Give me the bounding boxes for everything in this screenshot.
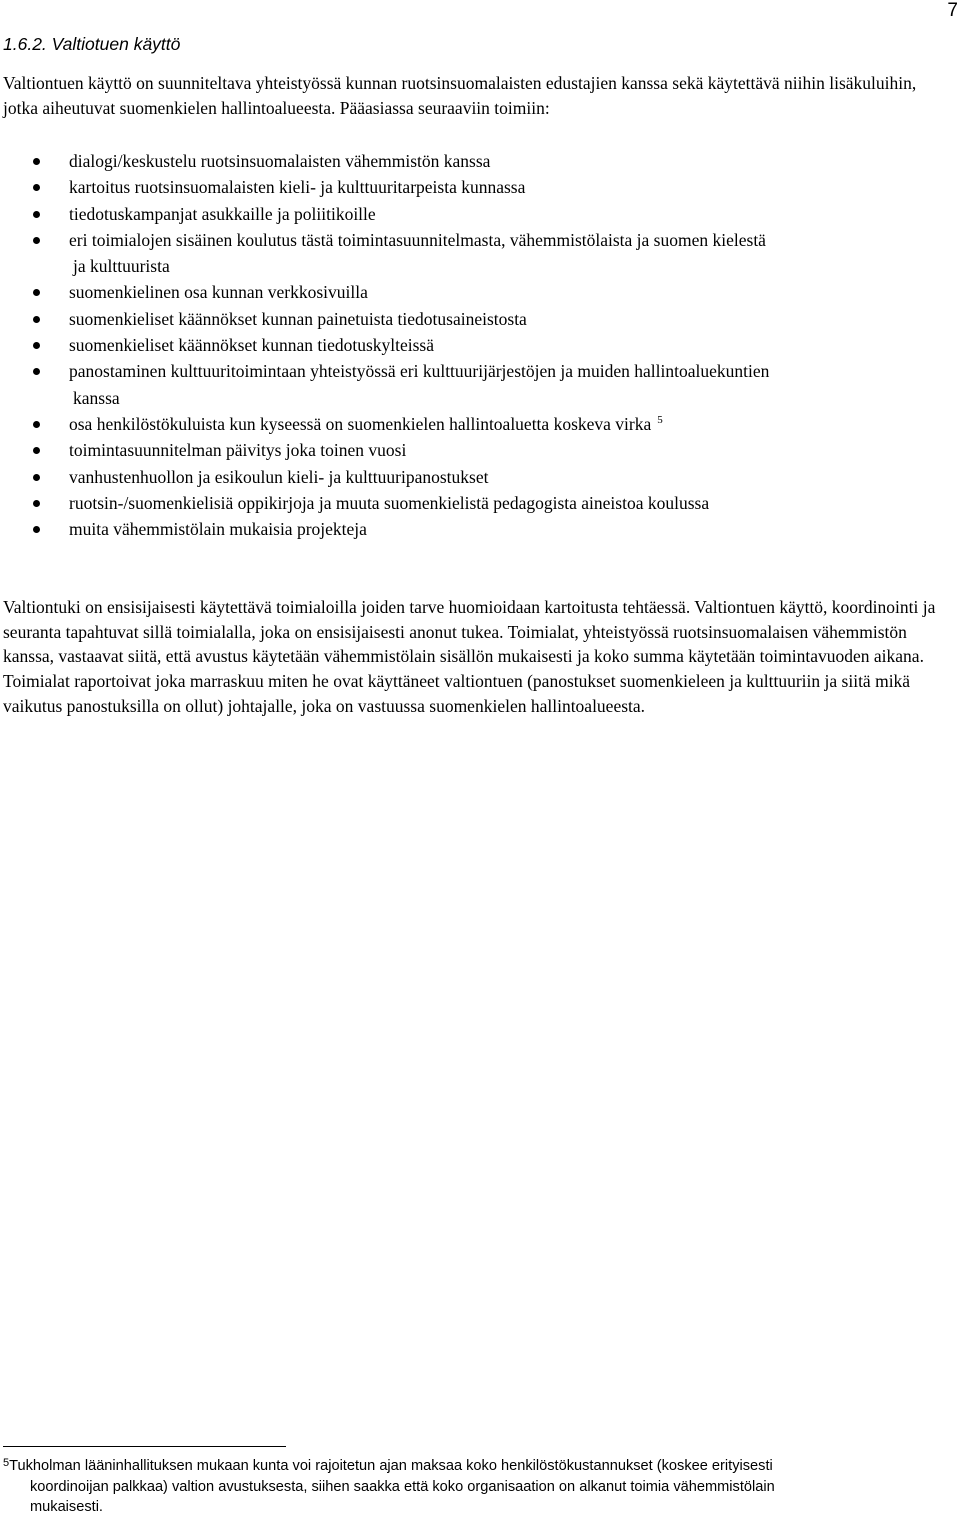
- bullet-icon: [33, 237, 40, 244]
- list-item-text: dialogi/keskustelu ruotsinsuomalaisten vähemmistön kanssa: [69, 151, 491, 171]
- intro-paragraph: Valtiontuen käyttö on suunniteltava yhteistyössä kunnan ruotsinsuomalaisten edustajien kanssa sekä käytettävä niihin lisäkuluihin, jotka aiheutuvat suomenkielen hallintoalueesta. Pääasiassa seuraaviin toimiin:: [3, 73, 917, 118]
- list-item-text: vanhustenhuollon ja esikoulun kieli- ja kulttuuripanostukset: [69, 466, 489, 487]
- list-item: [0, 148, 949, 174]
- list-item: [0, 279, 949, 305]
- list-item: [0, 411, 949, 437]
- bullet-icon: [33, 526, 40, 533]
- bullet-icon: [33, 447, 40, 454]
- bullet-list: [0, 148, 960, 542]
- section-heading: 1.6.2. Valtiotuen käyttö: [3, 34, 181, 54]
- list-item: [0, 464, 949, 490]
- list-item-text: suomenkieliset käännökset kunnan painetuista tiedotusaineistosta: [69, 308, 527, 329]
- footnote-mark: 5: [3, 1457, 10, 1469]
- bullet-icon: [33, 211, 40, 218]
- bullet-icon: [33, 289, 40, 296]
- list-item: [0, 174, 949, 200]
- list-item-continuation: ja kulttuurista: [73, 256, 170, 277]
- bullet-icon: [33, 158, 40, 165]
- list-item-text: toimintasuunnitelman päivitys joka toinen vuosi: [69, 440, 407, 461]
- list-item: [0, 201, 949, 227]
- footnote: [3, 1456, 953, 1518]
- bullet-icon: [33, 421, 40, 428]
- list-item-text: muita vähemmistölain mukaisia projekteja: [69, 519, 367, 540]
- bullet-icon: [33, 474, 40, 481]
- list-item-text: ruotsin-/suomenkielisiä oppikirjoja ja muuta suomenkielistä pedagogista aineistoa koulussa: [69, 492, 710, 513]
- footnote-line-1: Tukholman lääninhallituksen mukaan kunta voi rajoitetun ajan maksaa koko henkilöstökustannukset (koskee erityisesti: [9, 1458, 773, 1474]
- list-item: [0, 490, 949, 516]
- list-item: [0, 358, 949, 411]
- footnote-divider: [3, 1446, 286, 1447]
- list-item: [0, 306, 949, 332]
- bullet-icon: [33, 500, 40, 507]
- list-item-text: osa henkilöstökuluista kun kyseessä on suomenkielen hallintoaluetta koskeva virka: [69, 413, 652, 434]
- closing-paragraph: Valtiontuki on ensisijaisesti käytettävä toimialoilla joiden tarve huomioidaan kartoitusta tehtäessä. Valtiontuen käyttö, koordinointi ja seuranta tapahtuvat sillä toimialalla, joka on ensisijaisesti anonut tukea. Toimialat, yhteistyössä ruotsinsuomalaisen vähemmistön kanssa, vastaavat siitä, että avustus käytetään vähemmistölain sisällön mukaisesti ja koko summa käytetään toimintavuoden aikana. Toimialat raportoivat joka marraskuu miten he ovat käyttäneet valtiontuen (panostukset suomenkieleen ja kulttuuriin ja siitä mikä vaikutus panostuksilla on ollut) johtajalle, joka on vastuussa suomenkielen hallintoalueesta.: [3, 597, 936, 716]
- list-item: [0, 332, 949, 358]
- list-item-text: eri toimialojen sisäinen koulutus tästä toimintasuunnitelmasta, vähemmistölaista ja suomen kielestä: [69, 229, 766, 250]
- list-item: [0, 227, 949, 280]
- bullet-icon: [33, 316, 40, 323]
- bullet-icon: [33, 342, 40, 349]
- list-item-text: tiedotuskampanjat asukkaille ja poliitikoille: [69, 203, 376, 224]
- list-item-continuation: kanssa: [73, 387, 120, 408]
- list-item: [0, 516, 949, 542]
- footnote-line-3: mukaisesti.: [30, 1499, 103, 1515]
- list-item-text: panostaminen kulttuuritoimintaan yhteistyössä eri kulttuurijärjestöjen ja muiden hallintoaluekuntien: [69, 361, 770, 382]
- footnote-reference[interactable]: 5: [657, 413, 663, 426]
- list-item-text: suomenkielinen osa kunnan verkkosivuilla: [69, 282, 368, 303]
- bullet-icon: [33, 184, 40, 191]
- bullet-icon: [33, 368, 40, 375]
- list-item: [0, 437, 949, 463]
- list-item-text: kartoitus ruotsinsuomalaisten kieli- ja kulttuuritarpeista kunnassa: [69, 177, 526, 198]
- footnote-line-2: koordinoijan palkkaa) valtion avustuksesta, siihen saakka että koko organisaation on alkanut toimia vähemmistölain: [30, 1478, 775, 1495]
- page-number: 7: [947, 0, 958, 21]
- list-item-text: suomenkieliset käännökset kunnan tiedotuskylteissä: [69, 335, 435, 356]
